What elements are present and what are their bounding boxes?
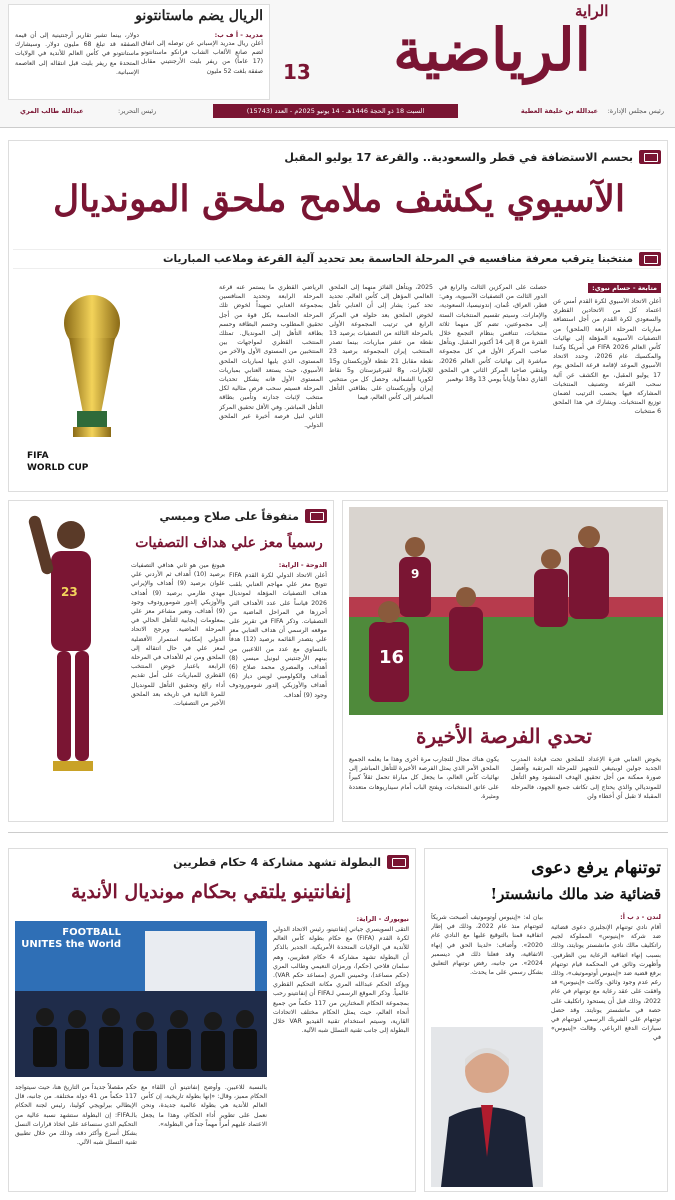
celebration-illustration	[349, 507, 663, 715]
referees-meeting-photo	[15, 921, 267, 1077]
main-kicker: بحسم الاستضافة في قطر والسعودية.. والقرعة 17 يوليو المقبل	[284, 150, 633, 164]
tottenham-headline-2: قضائية ضد مالك مانشستر!	[490, 885, 661, 903]
masthead-logo: الرياضية	[393, 16, 591, 84]
tottenham-story	[424, 848, 668, 1192]
top-news-box	[8, 4, 270, 100]
qatar-flag-icon	[639, 252, 661, 266]
qatar-flag-icon	[305, 509, 327, 523]
infantino-col2: حكم مقصلاً جديداً من التاريخ هنا، حيث سيتواجد 117 حكماً من 41 دولة مختلفة. من جانبه، قال الإيطالي بيرلويجي كولينا، رئيس لجنة الحكام بالـFIFA: إن البطولة ستشهد نسبة عالية من التحكيم الذي سنساعد على اتخاذ قرارات النسل بشكل أسرع وأكثر دقة، وذلك من خلال تطبيق تقنية التسلل شبه الآلي.	[15, 1084, 137, 1147]
main-col3: 2025، ويتأهل الفائز منهما إلى الملحق العالمي المؤهل إلى كأس العالم. تحديد تحد كبير: يشار إلى أن العنابي تأهل لخوض الملحق بعد حلوله في المركز الرابع في ترتيب المجموعة الأولى بالمرحلة الثالثة من التصفيات برصيد 13 نقطة من عشر مباريات، بينما تصدر المنتخب إيران المجموعة برصيد 23 نقطة مقابل 21 نقطة لأوزبكستان و15 للإمارات، و8 لقيرغيزستان و5 نقاط لكوريا الشمالية. وحصل كل من منتخبي إيران وأوزبكستان على بطاقتي التأهل المباشر إلى كأس العالم، فيما	[329, 284, 433, 402]
editor-label: رئيس التحرير:	[118, 107, 157, 115]
moez-byline: الدوحة - الراية:	[278, 561, 327, 569]
section-divider	[8, 832, 668, 833]
qatar-team-celebration-photo	[349, 507, 663, 715]
ratcliffe-photo	[431, 1027, 543, 1187]
main-subhead: منتخبنا يترقب معرفة منافسيه في المرحلة الحاسمة بعد تحديد آلية القرعة وملاعب المباريات	[163, 253, 633, 265]
top-news-title: الريال يضم ماستانتونو	[135, 8, 263, 24]
top-news-col2: دولار، بينما تشير تقارير أرجنتينية إلى أن قيمة الصفقة قد تبلغ 68 مليون دولار. وسيشارك ماستانتونو في كأس العالم للأندية في الولايات المتحدة مع ريفر بليت قبل انتقاله إلى العاصمة الإسبانية.	[15, 32, 139, 76]
tottenham-byline: لندن - د ب أ:	[620, 913, 661, 921]
cup-caption-1: FIFA	[27, 451, 49, 461]
infantino-story	[8, 848, 416, 1192]
main-kicker-row	[284, 149, 661, 165]
infantino-byline: نيويورك - الراية:	[356, 915, 409, 923]
tottenham-col2: بيان له: «إينيوس أوتوموتيف أصبحت شريكاً لتوتنهام منذ عام 2022، وذلك في إطار اتفاقية قمنا بالتوقيع عليها مع النادي عام 2020». وأضاف: «لدينا الحق في إنهاء الاتفاقية، وقد فعلنا ذلك في ديسمبر 2024». من جانبه، رفض توتنهام التعليق بشكل رسمي على ما يحدث.	[431, 914, 543, 977]
middle-left-story	[8, 500, 334, 822]
moez-kicker-row	[160, 509, 327, 523]
infantino-kicker: البطولة تشهد مشاركة 4 حكام قطريين	[173, 855, 381, 869]
photo-banner-text: FOOTBALL UNITES the World	[21, 927, 121, 950]
main-subhead-row	[13, 249, 661, 269]
middle-right-col1: يخوض العنابي فترة الإعداد للملحق تحت قيادة المدرب الجديد جولين لوبيتيغي للتجهيز للمرحلة المرتقبة وأفضل صورة ممكنة من أجل تحقيق الهدف المنشود وهو التأهل للمونديالي والذي يحتاج إلى تكاتف جميع الجهود، فالمرحلة المقبلة لا تقبل أي أخطاء ولن	[511, 756, 661, 800]
infantino-col3: بالنسبة للاعبين. وأوضح إنفانتينو أن اللقاء مع الحكام مميز، وقال: «إنها بطولة تاريخية، إن كأس العالم للأندية هي بطولة عالمية جديدة، ونحن نعمل على تطوير أداء الحكام، وهذا ما يجعل الاعتماد عليهم أمراً مهماً جداً في البطولة».	[141, 1084, 267, 1128]
tottenham-col1: أقام نادي توتنهام الإنجليزي دعوى قضائية ضد شركة «إينيوس» المملوكة لجيم راتكليف مالك نادي مانشستر يونايتد، وذلك بسبب إنهاء اتفاقية الرعاية بين الطرفين. وأظهرت وثائق في المحكمة قيام توتنهام برفع قضية ضد «إينيوس أوتوموتيف»، وذلك رغم عدم وجود وثائق. وكانت «إينيوس» قد وافقت على عقد رعاية مع توتنهام في عام 2022، وذلك قبل أن يستحوذ راتكليف على حصة في مانشستر يونايتد. وقد حصل توتنهام على الشريك الرسمي لتوتنهام في سيارات الدفع الرباعي. وقالت «إينيوس» في	[551, 924, 661, 1042]
logo-small: الراية	[575, 2, 609, 20]
qatar-flag-icon	[639, 150, 661, 164]
tottenham-headline-1: توتنهام يرفع دعوى	[531, 858, 661, 878]
cup-caption-2: WORLD CUP	[27, 463, 89, 473]
top-news-byline: مدريد - أ ف ب:	[214, 31, 263, 39]
main-byline: متابعة - حسام نبوي:	[588, 283, 661, 293]
main-col1: أعلن الاتحاد الآسيوي لكرة القدم أمس عن اعتماد كل من الاتحادين القطري والسعودي لكرة القدم من أجل استضافة مباريات المرحلة الرابعة (الملحق) من التصفيات الآسيوية المؤهلة إلى نهائيات كأس العالم FIFA 2026 في أمريكا وكندا والمكسيك عام 2026، وحدد الاتحاد الآسيوي الموعد لإقامة قرعة الملحق يوم 17 يوليو المقبل، مع الكشف عن آلية سحب القرعة وتصنيف المنتخبات المشاركة فيها بحسب الترتيب لضمان توزيع المنتخبات. ويشارك في هذا الملحق 6 منتخبات	[553, 298, 661, 416]
portrait-illustration	[431, 1027, 543, 1187]
main-col4: الرياضي القطري ما يستمر عنه قرعة المرحلة الرابعة وتحديد المنافسين بمجموعة العنابي تمهيداً لخوض تلك المرحلة الحاسمة بكل قوة من أجل تحقيق المطلوب وحسم البطاقة وحسم بطاقة التأهل إلى المونديال. تمتلك المنتخب القطري لمواجهات بين المنتخبين من المستوى الأول والآخر من المستوى، الذي يليها لمباريات الملحق الأسيوي، حيث يستعد العنابي بمباريات المستوى الأول فانه يشكل تحديات المرحلة فسيتم سحب فرص مثالية لكل منتخب لإثبات جدارته وتأمين بطاقة التأهل المباشر. وفي الأقل تحقيق المركز الثاني لنيل فرصة أخيرة عبر الملحق الدولي.	[219, 284, 323, 430]
moez-ali-photo	[13, 505, 129, 817]
qatar-flag-icon	[387, 855, 409, 869]
board-chair-name: عبدالله بن خليفة العطية	[520, 107, 598, 115]
world-cup-trophy-photo	[17, 283, 167, 487]
middle-right-col2: يكون هناك مجال للتجارب مرة أخرى وهذا ما يعلمه الجميع الملحق الأمر الذي يمثل الفرصة الأخيرة للتأهل المباشر إلى نهائيات كأس العالم، ما يجعل كل مباراة تحمل ثقلاً كبيراً على عاتق المنتخبات، ويفتح الباب أمام سيناريوهات متعددة ومثيرة.	[349, 756, 499, 800]
masthead	[0, 0, 675, 128]
moez-col3: هيونغ مين هو ثاني هدافي التصفيات برصيد (10) أهداف ثم الأردني علي علوان برصيد (9) أهداف والإيراني مهدي طارمي برصيد (9) أهداف والأوزبكي إلدور شومورودوف وجود (9) أهداف، وتعبر مشاعر معز علي بمعلومات إيجابية للتأهل الحالي في المرحلة الماضية. ويرجح الاتحاد الدولي إمكانية استمرار الأفضلية لمعز علي في حال انتقاله إلى الملحق ومن ثم للأهداف في المرحلة الرابعة باعتبار خوض المنتخب القطري للمباريات على أمل تقديم أداء رائع وتحقيق التأهل للمونديال للمرة الثانية في تاريخه بعد الملحق الأخير من التصفيات.	[131, 562, 225, 708]
moez-headline: رسمياً معز علي هداف التصفيات	[135, 535, 323, 551]
middle-right-headline: تحدي الفرصة الأخيرة	[416, 724, 592, 748]
main-story	[8, 140, 668, 492]
shirt-number-9: 9	[411, 567, 420, 581]
editor-name: عبدالله طالب المري	[20, 107, 84, 115]
board-chair-label: رئيس مجلس الإدارة:	[607, 107, 664, 115]
middle-right-story	[342, 500, 668, 822]
page-number: 13	[283, 60, 311, 84]
main-headline: الآسيوي يكشف ملامح ملحق المونديال	[53, 178, 625, 220]
moez-col1: أعلن الاتحاد الدولي لكرة القدم FIFA تتويج معز علي مهاجم العنابي بلقب هداف التصفيات المؤهلة لمونديال 2026 قياساً على عدد الأهداف التي أحرزها في المراحل الماضية من التصفيات. وذكر FIFA في تقرير على موقعه الرسمي أن هداف العنابي معز علي يتصدر القائمة برصيد (12) هدفاً بالتساوي مع عدد من اللاعبين من بينهم الأرجنتيني ليونيل ميسي (8) أهداف، والمصري محمد صلاح (6) أهداف والكولومبي لويس دياز (6) أهداف والأوزبكي إلدور شومورودوف وجود (9) أهداف.	[229, 572, 327, 699]
infantino-col1: التقى السويسري جياني إنفانتينو، رئيس الاتحاد الدولي لكرة القدم (FIFA) مع حكام بطولة كأس العالم للأندية في الولايات المتحدة الأمريكية. الجدير بالذكر أن البطولة تشهد مشاركة 4 حكام قطريين، وهم سلمان فلاحي (حكم)، ورمزان النعيمي وطالب المري (حكم مساعد)، وخميس المري (مساعد حكم VAR). ويؤكد الحكم عبدالله المري مكانة التحكيم القطري عالمياً. وذكر الموقع الرسمي لـFIFA أن إنفانتينو رحب بمجموعة الحكام المختارين من 117 حكماً من جميع أنحاء العالم، حيث يمثل الحكام مختلف الاتحادات القارية، وسيتم استخدام تقنية الفيديو VAR خلال البطولة إلى جانب تقنية التسلل شبه الآلية.	[273, 926, 409, 1035]
masthead-info-strip	[8, 104, 668, 118]
shirt-number-23: 23	[61, 585, 78, 599]
infantino-headline: إنفانتينو يلتقي بحكام مونديال الأندية	[70, 881, 352, 903]
top-news-col1: أعلن ريال مدريد الإسباني عن توصله إلى اتفاق لضم صانع الألعاب الشاب فرانكو ماستانتونو (17 عاماً) من ريفر بليت الأرجنتيني مقابل صفقة بلغت 52 مليون	[141, 40, 263, 75]
moez-kicker: متفوقاً على صلاح وميسي	[159, 509, 299, 523]
shirt-number-16: 16	[379, 647, 405, 668]
dateline: السبت 18 ذو الحجة 1446هـ - 14 يونيو 2025م - العدد (15743)	[213, 104, 458, 118]
player-illustration	[13, 505, 129, 817]
infantino-kicker-row	[173, 855, 409, 869]
main-col2: حصلت على المركزين الثالث والرابع في الدور الثالث من التصفيات الآسيوية، وهي: قطر، العراق، عُمان، إندونيسيا، السعودية، والإمارات. وسيتم تقسيم المنتخبات الستة إلى مجموعتين، تضم كل منهما ثلاثة منتخبات، تتنافس بنظام التجمع خلال الفترة من 8 إلى 14 أكتوبر المقبل. ويتأهل صاحب المركز الأول في كل مجموعة مباشرة إلى نهائيات كأس العالم 2026، ويلتقي صاحبا المركز الثاني في الملحق القاري ذهاباً وإياباً يومي 13 و18 نوفمبر	[439, 284, 547, 384]
